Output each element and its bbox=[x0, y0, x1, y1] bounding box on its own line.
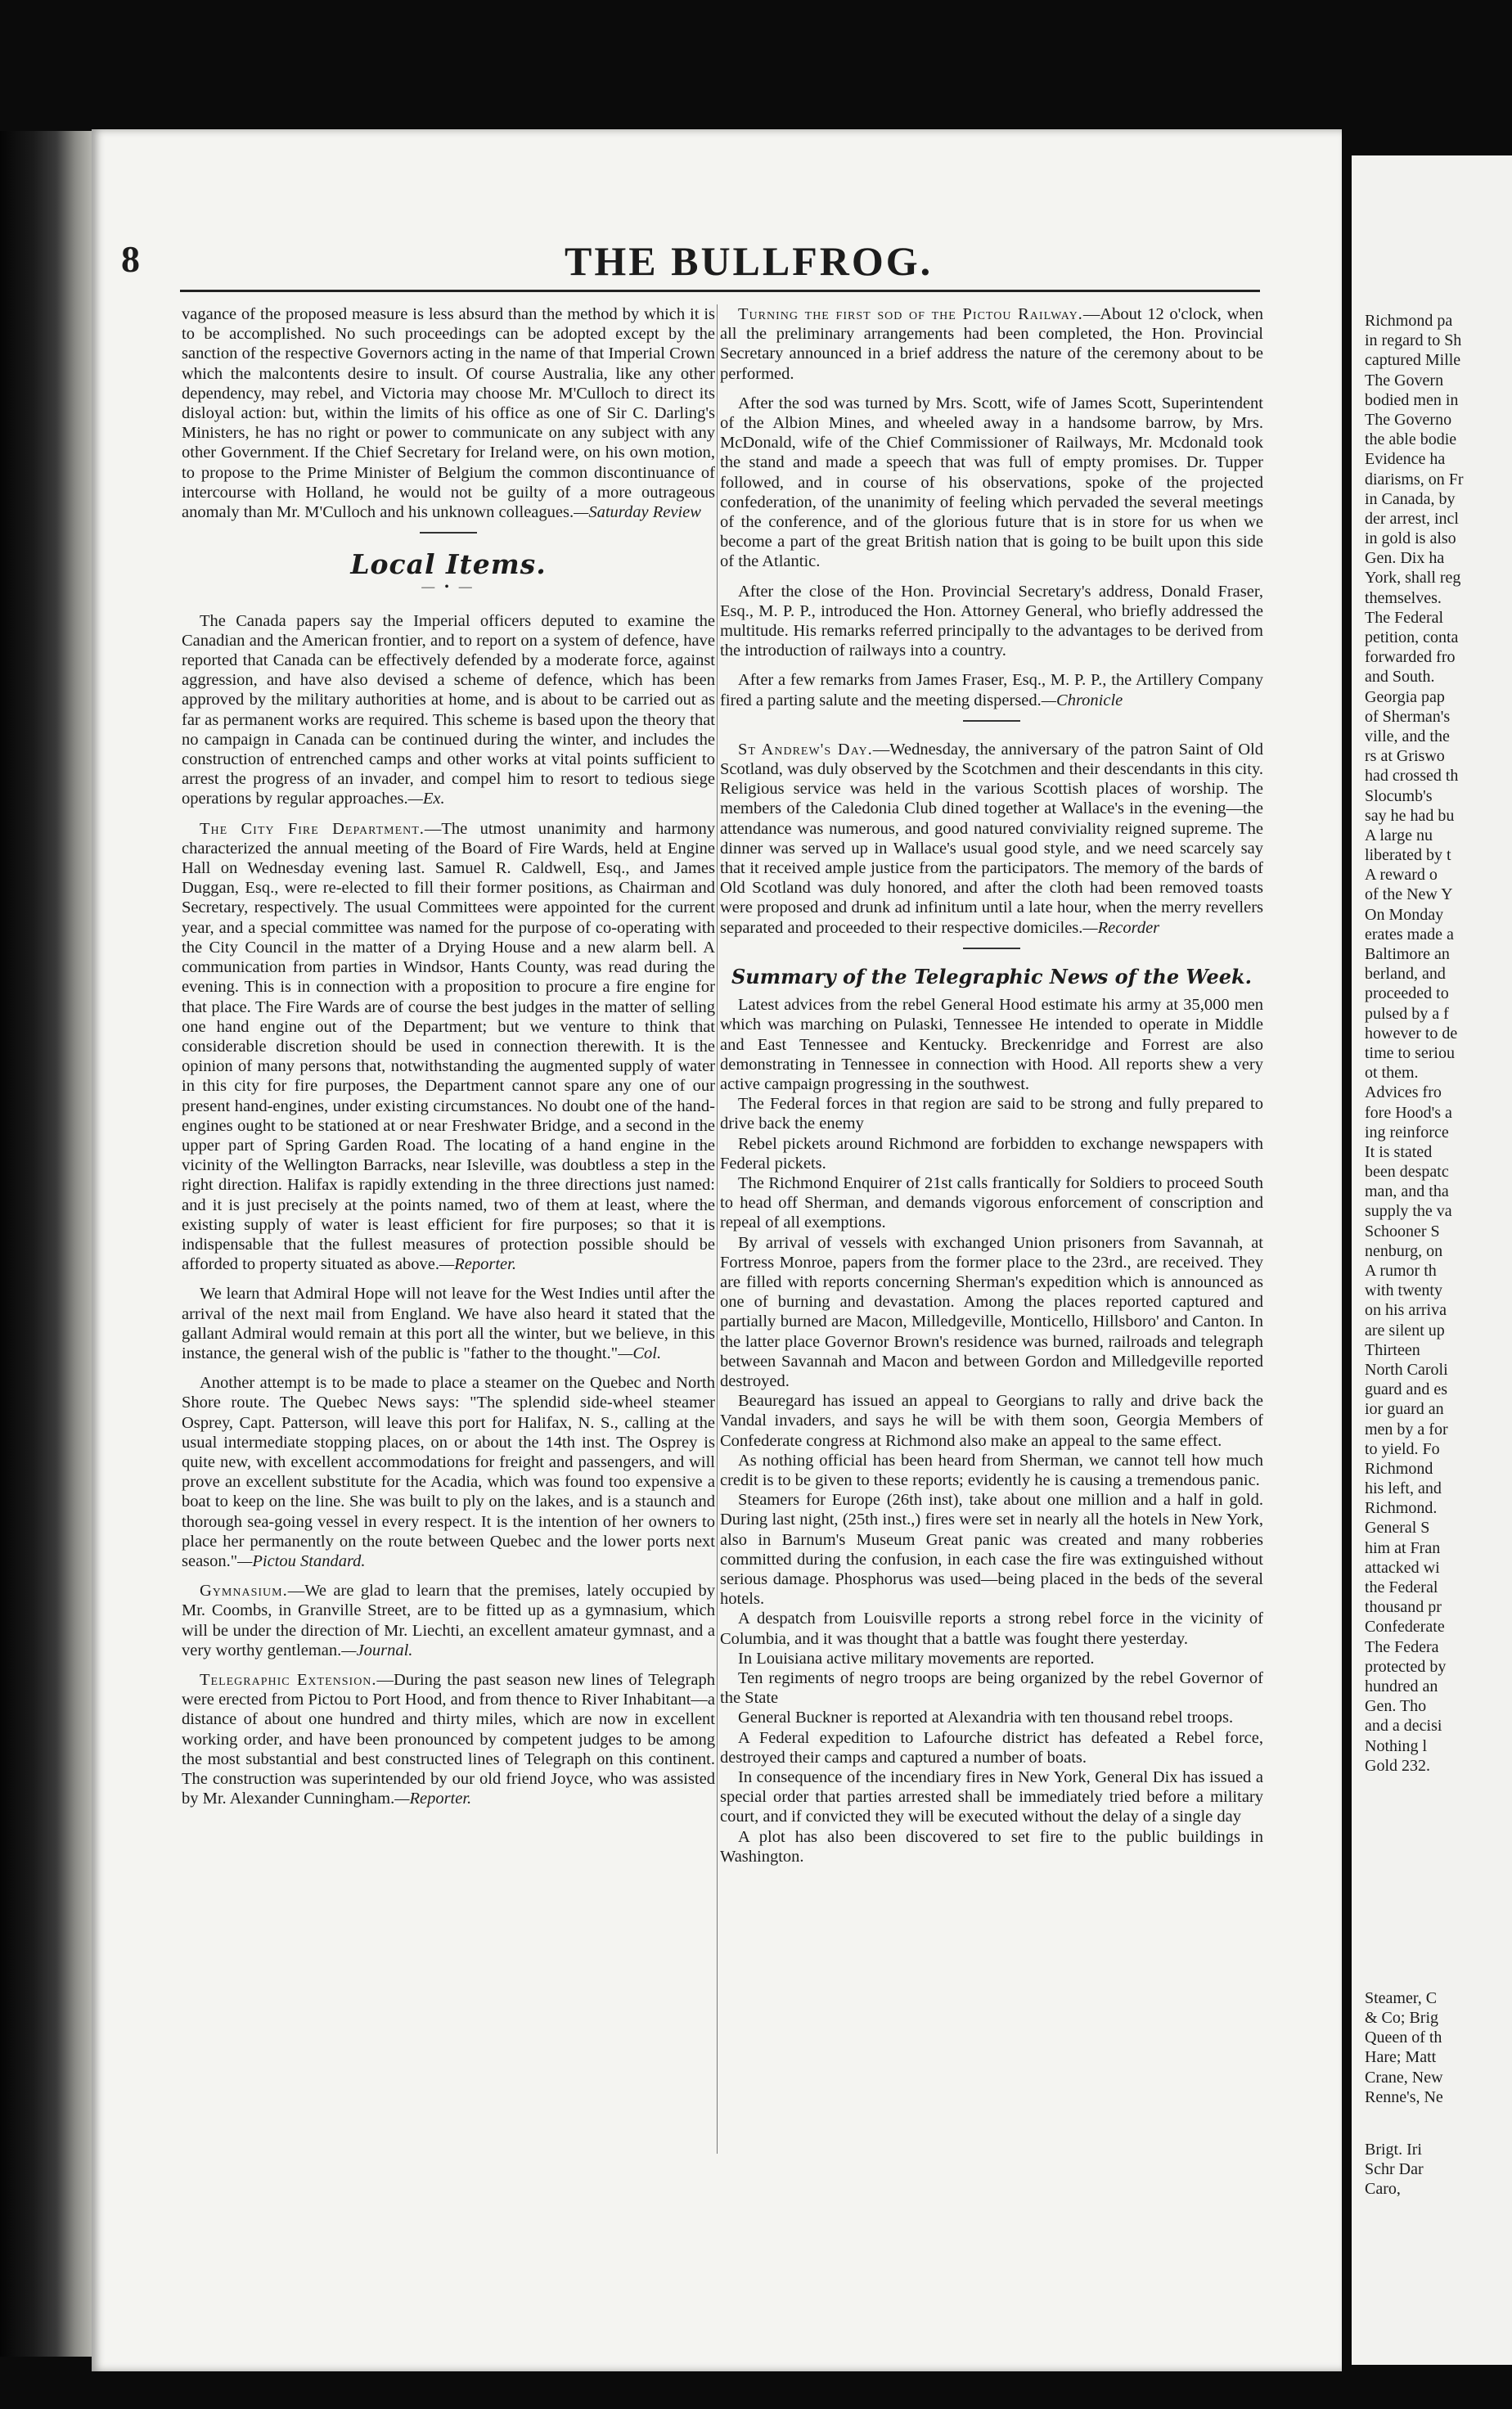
adjacent-line: Schooner S bbox=[1365, 1222, 1440, 1241]
adjacent-line: ing reinforce bbox=[1365, 1123, 1449, 1141]
news-item: Latest advices from the rebel General Hood estimate his army at 35,000 men which was marching on Pulaski, Tennessee He intended to operate in Middle and East Tennessee and Kentucky. Breckenridge and Forrest are also demonstrating in Tennessee in connection with Hood. All reports shew a very active campaign progressing in the southwest. bbox=[720, 996, 1263, 1093]
adjacent-line: captured Mille bbox=[1365, 351, 1461, 370]
news-list bbox=[720, 995, 1263, 1866]
adjacent-line: Brigt. Iri bbox=[1365, 2141, 1422, 2159]
article-st-andrews-day: St Andrew's Day.—Wednesday, the anniversary of the patron Saint of Old Scotland, was duly observed by the Scotchmen and their descendants in this city. Religious service was held in the various Scottish places of worship. The members of the Caledonia Club dined together at Wallace's in the evening—the attendance was numerous, and good natured conviviality reigned supreme. The dinner was served up in Wallace's usual good style, and we need scarcely say that it received ample justice from the participators. The memory of the bards of Old Scotland was duly honored, and after the cloth had been removed toasts were proposed and drunk ad infinitum until a late hour, when the merry revellers separated and proceeded to their respective domiciles.—Recorder bbox=[720, 740, 1264, 937]
adjacent-line: A large nu bbox=[1365, 826, 1433, 844]
adjacent-page-shipping bbox=[1365, 1988, 1512, 2107]
adjacent-line: The Federal bbox=[1365, 608, 1444, 627]
adjacent-line: in regard to Sh bbox=[1365, 331, 1462, 350]
adjacent-line: bodied men in bbox=[1365, 390, 1459, 409]
article-canada: The Canada papers say the Imperial officers deputed to examine the Canadian and the American frontier, and to report on a system of defence, have reported that Canada can be effectively defended by a moderate force, against aggression, and have also devised a scheme of defence, which has been approved by the military authorities at home, and is about to be carried out as far as permanent works are required. This scheme is based upon the theory that no campaign in Canada can be continued during the winter, and includes the construction of entrenched camps and other works at vital points sufficient to arrest the progress of an invader, and compel him to resort to tedious siege operations by regular approaches.—Ex. bbox=[182, 611, 715, 808]
news-item: In consequence of the incendiary fires in New York, General Dix has issued a special order that parties arrested shall be immediately tried before a military court, and if convicted they will be executed without the delay of a single day bbox=[720, 1768, 1263, 1826]
adjacent-line: erates made a bbox=[1365, 925, 1454, 943]
adjacent-line: themselves. bbox=[1365, 588, 1442, 607]
news-item: The Richmond Enquirer of 21st calls frantically for Soldiers to proceed South to head off Sherman, and demands vigorous enforcement of conscription and repeal of all exemptions. bbox=[720, 1173, 1263, 1232]
adjacent-line: Nothing l bbox=[1365, 1736, 1428, 1755]
adjacent-line: The Governo bbox=[1365, 410, 1452, 429]
adjacent-line: Renne's, Ne bbox=[1365, 2087, 1443, 2106]
news-item: As nothing official has been heard from Sherman, we cannot tell how much credit is to be given to these reports; evidently he is causing a tremendous panic. bbox=[720, 1451, 1263, 1489]
news-item: Ten regiments of negro troops are being organized by the rebel Governor of the State bbox=[720, 1669, 1263, 1708]
adjacent-line: General S bbox=[1365, 1519, 1430, 1538]
adjacent-line: Richmond. bbox=[1365, 1499, 1438, 1518]
news-item: Beauregard has issued an appeal to Georgians to rally and drive back the Vandal invaders, and says he will be with them soon, Georgia Members of Confederate congress at Richmond also make an appeal to the same effect. bbox=[720, 1392, 1263, 1450]
adjacent-line: Hare; Matt bbox=[1365, 2048, 1437, 2067]
adjacent-line: are silent up bbox=[1365, 1321, 1445, 1340]
adjacent-line: Evidence ha bbox=[1365, 450, 1446, 469]
adjacent-line: in Canada, by bbox=[1365, 489, 1456, 508]
adjacent-line: York, shall reg bbox=[1365, 569, 1461, 588]
adjacent-line: Gen. Tho bbox=[1365, 1697, 1427, 1716]
adjacent-line: supply the va bbox=[1365, 1202, 1452, 1221]
adjacent-line: A reward o bbox=[1365, 866, 1438, 885]
adjacent-line: Crane, New bbox=[1365, 2068, 1443, 2087]
adjacent-line: The Federa bbox=[1365, 1637, 1439, 1656]
book-spine bbox=[0, 131, 94, 2357]
adjacent-line: had crossed th bbox=[1365, 767, 1459, 786]
adjacent-line: guard and es bbox=[1365, 1380, 1448, 1399]
adjacent-line: Steamer, C bbox=[1365, 1988, 1438, 2007]
adjacent-line: of the New Y bbox=[1365, 885, 1453, 904]
separator bbox=[963, 948, 1020, 949]
news-item: By arrival of vessels with exchanged Union prisoners from Savannah, at Fortress Monroe, papers from the former place to the 23rd., are received. They are filled with reports concerning Sherman's expedition which is announced as one of burning and devastation. Among the places reported captured and partially burned are Macon, Milledgeville, Monticello, Hillsboro' and Canton. In the latter place Governor Brown's residence was burned, railroads and telegraph between Savannah and Macon and between Gordon and Milledgeville reported destroyed. bbox=[720, 1233, 1263, 1390]
article-fire-department: The City Fire Department.—The utmost unanimity and harmony characterized the annual meeting of the Board of Fire Wards, held at Engine Hall on Wednesday evening last. Samuel R. Caldwell, Esq., and James Duggan, Esq., were re-elected to fill their former positions, as Chairman and Secretary, respectively. The usual Committees were appointed for the current year, and a special committee was named for the purpose of co-operating with the City Council in the matter of a Drying House and a new alarm bell. A communication from parties in Windsor, Hants County, was read during the evening. This is in connection with a proposition to procure a fire engine for that place. The Fire Wards are of course the best judges in the matter of selling one hand engine out of the Department; but we venture to think that considerable discretion should be used in connection therewith. It is the opinion of many persons that, notwithstanding the augmented supply of water in this city for fire purposes, the Department cannot spare any one of our present hand-engines, under existing circumstances. No doubt one of the hand-engines ought to be stationed at or near Freshwater Bridge, and a second in the upper part of Spring Garden Road. The locating of a hand engine in the vicinity of the Wellington Barracks, near Isleville, was doubtless a step in the right direction. Halifax is rapidly extending in the three directions just named: and it is just precisely at the points named, two of them at least, where the existing supply of water is least efficient for fire purposes; so that it is indispensable that the fullest measures of protection possible should be afforded to property situated as above.—Reporter. bbox=[182, 819, 715, 1274]
adjacent-line: Georgia pap bbox=[1365, 687, 1445, 706]
adjacent-page-text bbox=[1365, 311, 1512, 1776]
adjacent-line: Richmond bbox=[1365, 1459, 1433, 1478]
adjacent-line: pulsed by a f bbox=[1365, 1004, 1449, 1023]
adjacent-line: and a decisi bbox=[1365, 1717, 1442, 1736]
adjacent-line: A rumor th bbox=[1365, 1262, 1437, 1280]
adjacent-line: ior guard an bbox=[1365, 1400, 1444, 1419]
news-item: Steamers for Europe (26th inst), take about one million and a half in gold. During last night, (25th inst.,) fires were set in nearly all the hotels in New York, also in Barnum's Museum Great panic was created and many robberies committed during the confusion, in each case the fire was extinguished without serious damage. Phosphorus was used—being placed in the beds of the several hotels. bbox=[720, 1491, 1263, 1609]
column-divider bbox=[717, 304, 718, 2154]
adjacent-line: attacked wi bbox=[1365, 1558, 1440, 1577]
adjacent-line: Slocumb's bbox=[1365, 786, 1433, 805]
adjacent-line: North Caroli bbox=[1365, 1360, 1448, 1379]
adjacent-line: Gold 232. bbox=[1365, 1756, 1430, 1775]
news-item: A Federal expedition to Lafourche district has defeated a Rebel force, destroyed their camps and captured a number of boats. bbox=[720, 1728, 1263, 1767]
adjacent-line: his left, and bbox=[1365, 1479, 1442, 1498]
adjacent-line: Advices fro bbox=[1365, 1083, 1442, 1102]
adjacent-line: ot them. bbox=[1365, 1064, 1419, 1083]
adjacent-page-bottom bbox=[1365, 2140, 1512, 2200]
adjacent-line: liberated by t bbox=[1365, 846, 1451, 865]
local-items-heading: Local Items. bbox=[350, 548, 547, 581]
heading-ornament: — • — bbox=[421, 580, 475, 595]
article-steamer: Another attempt is to be made to place a steamer on the Quebec and North Shore route. The Quebec News says: "The splendid side-wheel steamer Osprey, Capt. Patterson, will leave this port for Halifax, N. S., calling at the usual intermediate stopping places, on or about the 14th inst. The Osprey is quite new, with excellent accommodations for freight and passengers, and will prove an excellent substitute for the Acadia, which was found too expensive a boat to keep on the line. She was built to ply on the lakes, and is a staunch and thorough sea-going vessel in every respect. It is the intention of her owners to place her permanently on the route between Quebec and the lower ports next season."—Pictou Standard. bbox=[182, 1374, 715, 1570]
adjacent-line: with twenty bbox=[1365, 1281, 1442, 1300]
article-railway-p2: After the sod was turned by Mrs. Scott, wife of James Scott, Superintendent of the Albion Mines, and wheeled away in a handsome barrow, by Mrs. McDonald, wife of the Chief Commissioner of Railways, Mr. Mcdonald took the stand and made a speech that was full of empty promises. Dr. Tupper followed, and in course of his observations, spoke of the projected confederation, of the unanimity of feeling which pervaded the several meetings of the conference, and of the glorious future that is in store for us when we become a part of the great British nation that is going to be built upon this side of the Atlantic. bbox=[720, 394, 1263, 571]
adjacent-line: berland, and bbox=[1365, 965, 1446, 984]
adjacent-line: and South. bbox=[1365, 668, 1435, 687]
news-item: The Federal forces in that region are said to be strong and fully prepared to drive back the enemy bbox=[720, 1095, 1263, 1133]
summary-heading: Summary of the Telegraphic News of the Week. bbox=[731, 964, 1253, 988]
adjacent-line: & Co; Brig bbox=[1365, 2009, 1439, 2028]
adjacent-line: diarisms, on Fr bbox=[1365, 470, 1464, 489]
adjacent-line: fore Hood's a bbox=[1365, 1103, 1452, 1122]
adjacent-line: petition, conta bbox=[1365, 628, 1459, 646]
masthead: THE BULLFROG. bbox=[565, 238, 934, 284]
separator bbox=[420, 532, 477, 534]
adjacent-line: rs at Griswo bbox=[1365, 747, 1445, 766]
news-item: In Louisiana active military movements are reported. bbox=[738, 1649, 1095, 1668]
adjacent-line: hundred an bbox=[1365, 1677, 1438, 1695]
news-item: Rebel pickets around Richmond are forbidden to exchange newspapers with Federal pickets. bbox=[720, 1134, 1263, 1173]
adjacent-line: forwarded fro bbox=[1365, 648, 1456, 667]
article-railway-p3: After the close of the Hon. Provincial Secretary's address, Donald Fraser, Esq., M. P. P., introduced the Hon. Attorney General, who briefly addressed the multitude. His remarks referred principally to the advantages to be derived from the introduction of railways into a country. bbox=[720, 582, 1263, 660]
column-left bbox=[182, 304, 715, 1818]
adjacent-line: him at Fran bbox=[1365, 1538, 1441, 1557]
adjacent-line: Richmond pa bbox=[1365, 312, 1453, 330]
adjacent-line: proceeded to bbox=[1365, 984, 1449, 1003]
adjacent-line: been despatc bbox=[1365, 1163, 1449, 1182]
article-intro: vagance of the proposed measure is less absurd than the method by which it is to be accomplished. No such proceedings can be adopted except by the sanction of the respective Governors acting in the name of that Imperial Crown which the malcontents desire to insult. Of course Australia, like any other dependency, may rebel, and Victoria may choose Mr. M'Culloch to direct its disloyal action: but, within the limits of his office as one of Sir C. Darling's Ministers, he has no right or power to communicate on any subject with any other Government. If the Chief Secretary for Ireland were, on his own motion, to propose to the Prime Minister of Belgium the common discontinuance of intercourse with Holland, he would not be guilty of a more outrageous anomaly than Mr. M'Culloch and his unknown colleagues.—Saturday Review bbox=[182, 305, 715, 522]
adjacent-line: Caro, bbox=[1365, 2180, 1401, 2199]
adjacent-line: protected by bbox=[1365, 1657, 1447, 1676]
adjacent-line: Baltimore an bbox=[1365, 945, 1450, 963]
news-item: A despatch from Louisville reports a strong rebel force in the vicinity of Columbia, and it was thought that a battle was fought there yesterday. bbox=[720, 1610, 1263, 1648]
adjacent-page-fragment bbox=[1352, 155, 1512, 2365]
adjacent-line: Gen. Dix ha bbox=[1365, 549, 1445, 568]
article-railway: Turning the first sod of the Pictou Railway.—About 12 o'clock, when all the preliminary arrangements had been completed, the Hon. Provincial Secretary announced in a brief address the nature of the ceremony about to be performed. bbox=[720, 305, 1263, 383]
adjacent-line: the able bodie bbox=[1365, 430, 1457, 449]
page-number: 8 bbox=[121, 238, 140, 280]
adjacent-line: of Sherman's bbox=[1365, 707, 1451, 726]
adjacent-line: The Govern bbox=[1365, 371, 1444, 389]
adjacent-line: Thirteen bbox=[1365, 1340, 1420, 1359]
news-item: A plot has also been discovered to set fire to the public buildings in Washington. bbox=[720, 1827, 1263, 1866]
adjacent-line: men by a for bbox=[1365, 1420, 1448, 1439]
adjacent-line: in gold is also bbox=[1365, 529, 1456, 548]
adjacent-line: however to de bbox=[1365, 1024, 1458, 1042]
adjacent-line: to yield. Fo bbox=[1365, 1439, 1440, 1458]
adjacent-line: time to seriou bbox=[1365, 1043, 1455, 1062]
adjacent-line: It is stated bbox=[1365, 1142, 1433, 1161]
article-telegraphic-extension: Telegraphic Extension.—During the past season new lines of Telegraph were erected from Pictou to Port Hood, and from thence to River Inhabitant—a distance of about one hundred and thirty miles, which are now in excellent working order, and have been pronounced by competent judges to be among the most substantial and best constructed lines of Telegraph on this continent. The construction was superintended by our old friend Joyce, who was assisted by Mr. Alexander Cunningham.—Reporter. bbox=[182, 1671, 715, 1808]
header-rule bbox=[180, 290, 1260, 292]
adjacent-line: Confederate bbox=[1365, 1618, 1445, 1637]
article-admiral-hope: We learn that Admiral Hope will not leave for the West Indies until after the arrival of the next mail from England. We have also heard it stated that the gallant Admiral would remain at this port all the winter, but we believe, in this instance, the general wish of the public is "father to the thought."—Col. bbox=[182, 1285, 715, 1362]
news-item: General Buckner is reported at Alexandria with ten thousand rebel troops. bbox=[738, 1709, 1234, 1727]
article-railway-p4: After a few remarks from James Fraser, Esq., M. P. P., the Artillery Company fired a parting salute and the meeting dispersed.—Chronicle bbox=[720, 671, 1263, 709]
adjacent-line: on his arriva bbox=[1365, 1301, 1447, 1320]
article-gymnasium: Gymnasium.—We are glad to learn that the premises, lately occupied by Mr. Coombs, in Granville Street, are to be fitted up as a gymnasium, which will be under the direction of Mr. Liechti, an excellent amateur gymnast, and a very worthy gentleman.—Journal. bbox=[182, 1582, 715, 1659]
adjacent-line: thousand pr bbox=[1365, 1598, 1442, 1617]
adjacent-line: nenburg, on bbox=[1365, 1241, 1443, 1260]
adjacent-line: Schr Dar bbox=[1365, 2160, 1424, 2179]
column-right bbox=[720, 304, 1263, 1866]
adjacent-line: man, and tha bbox=[1365, 1182, 1449, 1201]
adjacent-line: Queen of th bbox=[1365, 2029, 1442, 2047]
adjacent-line: the Federal bbox=[1365, 1578, 1438, 1596]
adjacent-line: say he had bu bbox=[1365, 806, 1455, 825]
adjacent-line: ville, and the bbox=[1365, 727, 1450, 745]
adjacent-line: der arrest, incl bbox=[1365, 509, 1459, 528]
separator bbox=[963, 720, 1020, 722]
adjacent-line: On Monday bbox=[1365, 905, 1444, 924]
